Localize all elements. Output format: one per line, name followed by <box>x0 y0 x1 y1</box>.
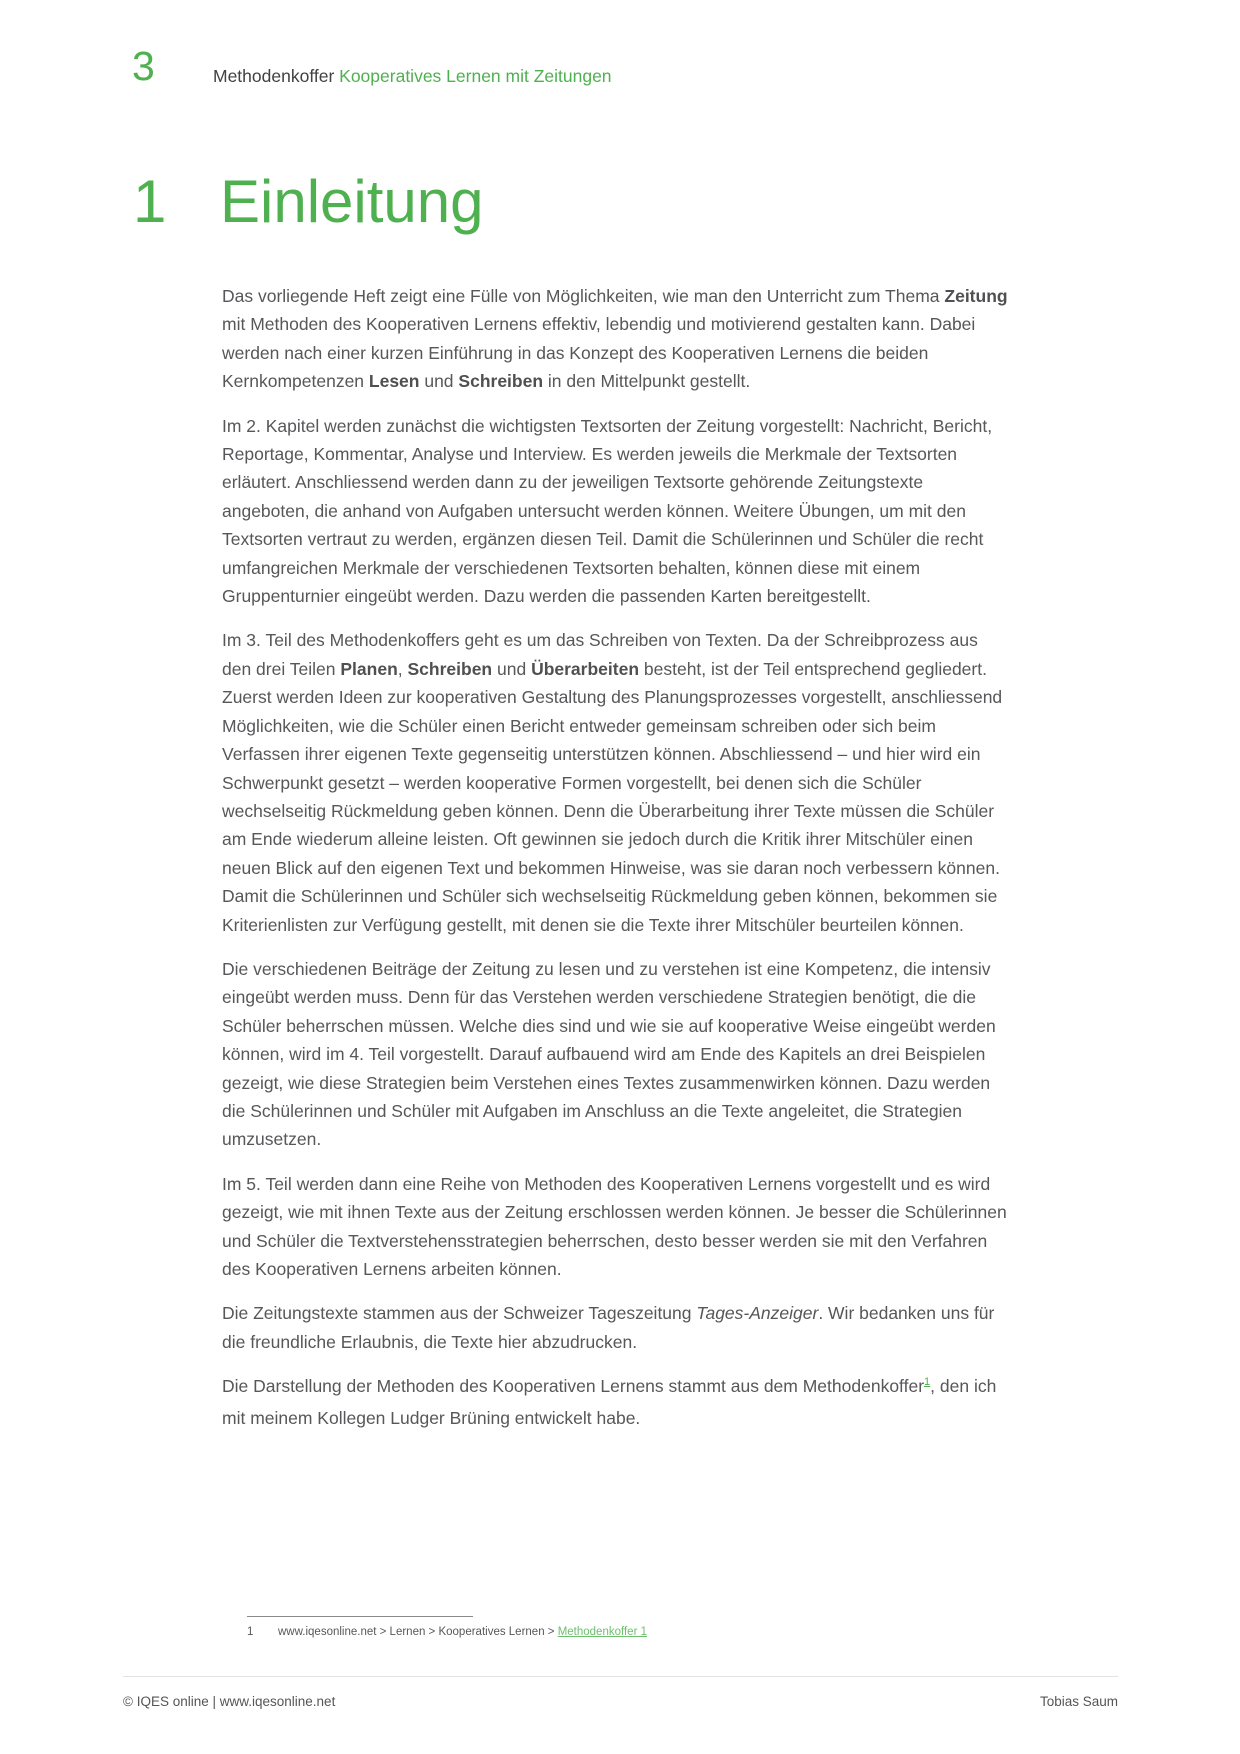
text-run: Die Darstellung der Methoden des Kooperativen Lernens stammt aus dem Methodenkoffer <box>222 1376 925 1397</box>
text-run: Im 2. Kapitel werden zunächst die wichtigsten Textsorten der Zeitung vorgestellt: Nachricht, Bericht, Reportage, Kommentar, Analyse und Interview. Es werden jeweils die Merkmale der Textsorten erläutert. Anschliessend werden dann zu der jeweiligen Textsorte gehörende Zeitungstexte angeboten, die anhand von Aufgaben untersucht werden können. Weitere Übungen, um mit den Textsorten vertraut zu werden, ergänzen diesen Teil. Damit die Schülerinnen und Schüler die recht umfangreichen Merkmale der verschiedenen Textsorten behalten, können diese mit einem Gruppenturnier eingeübt werden. Dazu werden die passenden Karten bereitgestellt. <box>222 415 993 607</box>
chapter-title: Einleitung <box>220 168 484 235</box>
chapter-number: 1 <box>133 168 167 235</box>
text-run: in den Mittelpunkt gestellt. <box>543 371 751 392</box>
text-run-bold: Planen <box>340 658 398 679</box>
paragraph <box>222 412 1010 611</box>
text-run: Die verschiedenen Beiträge der Zeitung zu lesen und zu verstehen ist eine Kompetenz, die intensiv eingeübt werden muss. Denn für das Verstehen werden verschiedene Strategien benötigt, die die Schüler beherrschen müssen. Welche dies sind und wie sie auf kooperative Weise eingeübt werden können, wird im 4. Teil vorgestellt. Darauf aufbauend wird am Ende des Kapitels an drei Beispielen gezeigt, wie diese Strategien beim Verstehen eines Textes zusammenwirken können. Dazu werden die Schülerinnen und Schüler mit Aufgaben im Anschluss an die Texte angeleitet, die Strategien umzusetzen. <box>222 958 996 1150</box>
running-header-label: Methodenkoffer <box>213 66 340 86</box>
running-header <box>213 66 612 87</box>
footnote-text <box>278 1624 647 1640</box>
text-run: mit Methoden des Kooperativen Lernens effektiv, lebendig und motivierend gestalten kann. Dabei werden nach einer kurzen Einführung in das Konzept des Kooperativen Lernens die beiden Kernkompetenzen <box>222 314 976 392</box>
paragraph <box>222 1372 1010 1432</box>
footnote-reference-link[interactable]: 1 <box>924 1376 931 1389</box>
text-run-bold: Lesen <box>368 371 420 392</box>
footnote-divider <box>247 1616 473 1617</box>
footnote-marker: 1 <box>247 1626 254 1638</box>
page-footer <box>123 1676 1118 1709</box>
text-run: , <box>397 658 408 679</box>
text-run: und <box>492 658 532 679</box>
text-run-bold: Überarbeiten <box>531 658 640 679</box>
running-header-title: Kooperatives Lernen mit Zeitungen <box>339 66 612 86</box>
text-run-bold: Schreiben <box>407 658 493 679</box>
paragraph <box>222 1299 1010 1356</box>
text-run: . Wir bedanken uns für die freundliche Erlaubnis, die Texte hier abzudrucken. <box>222 1303 995 1352</box>
body-text <box>222 282 1010 1448</box>
text-run: , den ich mit meinem Kollegen Ludger Brüning entwickelt habe. <box>222 1376 997 1428</box>
text-run: Das vorliegende Heft zeigt eine Fülle von Möglichkeiten, wie man den Unterricht zum Thema <box>222 286 945 306</box>
text-run: Im 5. Teil werden dann eine Reihe von Methoden des Kooperativen Lernens vorgestellt und es wird gezeigt, wie mit ihnen Texte aus der Zeitung erschlossen werden können. Je besser die Schülerinnen und Schüler die Textverstehensstrategien beherrschen, desto besser werden sie mit den Verfahren des Kooperativen Lernens arbeiten können. <box>222 1173 1007 1279</box>
footnote <box>247 1624 967 1640</box>
text-run-italic: Tages-Anzeiger <box>696 1303 819 1324</box>
paragraph <box>222 626 1010 938</box>
paragraph <box>222 282 1010 396</box>
text-run-bold: Zeitung <box>944 286 1008 306</box>
text-run: Im 3. Teil des Methodenkoffers geht es um das Schreiben von Texten. Da der Schreibprozess aus den drei Teilen <box>222 630 978 679</box>
text-run-bold: Schreiben <box>458 371 544 392</box>
paragraph <box>222 955 1010 1154</box>
footnote-path-text: www.iqesonline.net > Lernen > Kooperatives Lernen > <box>278 1626 558 1638</box>
page-number: 3 <box>132 43 155 89</box>
footer-author: Tobias Saum <box>1039 1694 1118 1709</box>
footer-copyright: © IQES online | www.iqesonline.net <box>123 1694 336 1709</box>
paragraph <box>222 1170 1010 1284</box>
text-run: Die Zeitungstexte stammen aus der Schweizer Tageszeitung <box>222 1303 697 1324</box>
footnote-methodenkoffer-link[interactable]: Methodenkoffer 1 <box>557 1626 647 1638</box>
chapter-heading <box>133 168 484 235</box>
text-run: und <box>419 371 459 392</box>
text-run: besteht, ist der Teil entsprechend gegliedert. Zuerst werden Ideen zur kooperativen Gestaltung des Planungsprozesses vorgestellt, anschliessend Möglichkeiten, wie die Schüler einen Bericht entweder gemeinsam schreiben oder sich beim Verfassen ihrer eigenen Texte gegenseitig unterstützen können. Abschliessend – und hier wird ein Schwerpunkt gesetzt – werden kooperative Formen vorgestellt, bei denen sich die Schüler wechselseitig Rückmeldung geben können. Denn die Überarbeitung ihrer Texte müssen die Schüler am Ende wiederum alleine leisten. Oft gewinnen sie jedoch durch die Kritik ihrer Mitschüler einen neuen Blick auf den eigenen Text und bekommen Hinweise, was sie daran noch verbessern können. Damit die Schülerinnen und Schüler sich wechselseitig Rückmeldung geben können, bekommen sie Kriterienlisten zur Verfügung gestellt, mit denen sie die Texte ihrer Mitschüler beurteilen können. <box>222 658 1003 935</box>
